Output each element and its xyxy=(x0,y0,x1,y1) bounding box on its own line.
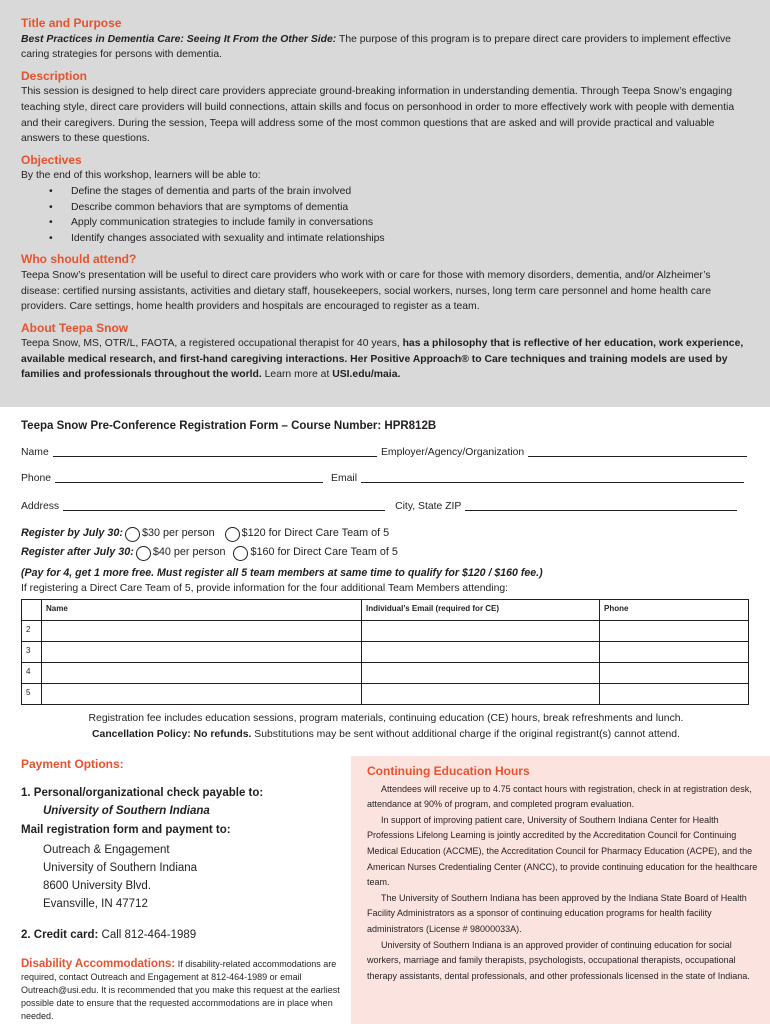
disability-heading: Disability Accommodations: xyxy=(21,957,176,970)
registration-form xyxy=(21,418,751,743)
member-phone-cell[interactable] xyxy=(600,641,749,662)
phone-row xyxy=(21,471,751,497)
purpose-text: The purpose of this program is to prepare direct care providers to implement effective caring strategies for persons with dementia. xyxy=(21,33,731,61)
row-number: 5 xyxy=(22,683,42,704)
description-text: This session is designed to help direct care providers appreciate ground-breaking information in understanding dementia. Through Teepa Snow’s engaging teaching style, direct care providers will build connections, attain skills and focus on personhood in order to more effectively work with people with dementia and their caregivers. During the session, Teepa will address some of the most common questions that are asked and will provide practical and valuable answers to these questions. xyxy=(21,86,735,145)
city-field[interactable] xyxy=(465,499,737,511)
objective-item: • Describe common behaviors that are symptoms of dementia xyxy=(49,200,748,216)
phone-label: Phone xyxy=(21,472,52,484)
about-text-b: has a philosophy that is reflective of her education, work experience, available medical research, and first-hand caregiving interactions. Her Positive Approach® to Care techniques and training models are used by families and professionals throughout the world. xyxy=(21,338,744,381)
about-text-c: Learn more at xyxy=(261,369,333,381)
about-text xyxy=(21,336,748,383)
objective-item: • Define the stages of dementia and parts of the brain involved xyxy=(49,184,748,200)
table-row xyxy=(22,662,749,683)
member-name-cell[interactable] xyxy=(42,641,362,662)
credit-label: 2. Credit card: xyxy=(21,928,99,941)
register-after-opt1: $40 per person xyxy=(152,546,226,559)
register-by-label: Register by July 30: xyxy=(21,527,124,540)
radio-register-after-team[interactable] xyxy=(233,546,248,561)
address-row xyxy=(21,499,751,525)
ce-paragraph: In support of improving patient care, University of Southern Indiana Center for Health Professions Lifelong Learning is jointly accredited by the Accreditation Council for Continuing Medical Education (ACCME), the Accreditation Council for Pharmacy Education (ACPE), and the American Nurses Credentialing Center (ANCC), to provide continuing education for the healthcare team. xyxy=(367,814,758,888)
form-title: Teepa Snow Pre-Conference Registration Form – Course Number: HPR812B xyxy=(21,420,437,432)
email-field[interactable] xyxy=(361,471,744,483)
member-name-cell[interactable] xyxy=(42,620,362,641)
address-label: Address xyxy=(21,500,60,512)
title-purpose-heading: Title and Purpose xyxy=(21,16,122,30)
table-row xyxy=(22,641,749,662)
title-purpose-text xyxy=(21,32,748,63)
who-heading: Who should attend? xyxy=(21,252,137,267)
register-by-opt1: $30 per person xyxy=(142,527,215,540)
header-email: Individual’s Email (required for CE) xyxy=(362,599,600,620)
row-number: 2 xyxy=(22,620,42,641)
name-label: Name xyxy=(21,446,49,458)
table-row xyxy=(22,620,749,641)
header-name: Name xyxy=(42,599,362,620)
continuing-education-panel xyxy=(351,756,770,1024)
objective-item: • Identify changes associated with sexuality and intimate relationships xyxy=(49,231,748,247)
register-after-label: Register after July 30: xyxy=(21,546,134,559)
email-label: Email xyxy=(331,472,358,484)
radio-register-after-person[interactable] xyxy=(136,546,151,561)
register-by-opt2: $120 for Direct Care Team of 5 xyxy=(241,527,390,540)
city-label: City, State ZIP xyxy=(395,500,462,512)
radio-register-by-person[interactable] xyxy=(125,527,140,542)
description-heading: Description xyxy=(21,68,88,83)
team-members-table xyxy=(21,599,749,705)
member-email-cell[interactable] xyxy=(362,620,600,641)
payment-options xyxy=(21,757,341,1023)
radio-register-by-team[interactable] xyxy=(225,527,240,542)
program-title: Best Practices in Dementia Care: Seeing It From the Other Side: xyxy=(21,33,337,45)
disability-text: If disability-related accommodations are required, contact Outreach and Engagement at 812-464-1989 or email Outreach@usi.edu. It is recommended that you make this request at the earliest possible date to ensure that the requested accommodations are in place when needed. xyxy=(21,958,340,1021)
mail-address-line: University of Southern Indiana xyxy=(43,861,198,874)
ce-paragraph: Attendees will receive up to 4.75 contact hours with registration, check in at registration desk, attendance at 90% of program, and completed program evaluation. xyxy=(367,783,752,810)
check-label: 1. Personal/organizational check payable to: xyxy=(21,786,264,799)
row-number: 3 xyxy=(22,641,42,662)
cancel-text: Substitutions may be sent without additional charge if the original registrant(s) cannot attend. xyxy=(251,728,680,740)
header-phone: Phone xyxy=(600,599,749,620)
ce-paragraph: University of Southern Indiana is an approved provider of continuing education for social workers, marriage and family therapists, psychologists, occupational therapists, occupational therapy assistants, dental professionals, and other professionals licensed in the state of Indiana. xyxy=(367,939,750,981)
credit-card-row xyxy=(21,927,341,944)
ce-paragraph: The University of Southern Indiana has been approved by the Indiana State Board of Health Facility Administrators as a sponsor of continuing education programs for health facility administrators (License # 98000033A). xyxy=(367,892,747,934)
cancel-policy xyxy=(21,727,751,743)
objectives-heading: Objectives xyxy=(21,152,82,167)
member-phone-cell[interactable] xyxy=(600,662,749,683)
table-corner xyxy=(22,599,42,620)
mail-label: Mail registration form and payment to: xyxy=(21,823,231,836)
maia-link[interactable]: USI.edu/maia. xyxy=(332,369,401,381)
cancel-bold: Cancellation Policy: No refunds. xyxy=(92,728,252,740)
row-number: 4 xyxy=(22,662,42,683)
who-text: Teepa Snow’s presentation will be useful to direct care providers who work with or care for those with memory disorders, dementia, and/or Alzheimer’s disease: certified nursing assistants, activities and dietary staff, housekeepers, social workers, nurses, long term care personnel and home health care providers. Care settings, home health providers and hospitals are encouraged to register as a team. xyxy=(21,269,711,313)
objective-item: • Apply communication strategies to include family in conversations xyxy=(49,215,748,231)
employer-field[interactable] xyxy=(528,445,747,457)
member-phone-cell[interactable] xyxy=(600,683,749,704)
table-header-row xyxy=(22,599,749,620)
phone-field[interactable] xyxy=(55,471,323,483)
mail-address-line: Outreach & Engagement xyxy=(43,843,170,856)
register-after-row xyxy=(21,544,751,563)
disability-notice xyxy=(21,958,341,1023)
fee-text: Registration fee includes education sessions, program materials, continuing education (CE) hours, break refreshments and lunch. xyxy=(88,712,684,724)
pay-note: (Pay for 4, get 1 more free. Must register all 5 team members at same time to qualify for $120 / $160 fee.) xyxy=(21,566,543,579)
program-info-panel xyxy=(0,0,770,407)
member-phone-cell[interactable] xyxy=(600,620,749,641)
objectives-intro: By the end of this workshop, learners will be able to: xyxy=(21,170,261,182)
about-heading: About Teepa Snow xyxy=(21,320,129,335)
address-field[interactable] xyxy=(63,499,385,511)
member-email-cell[interactable] xyxy=(362,662,600,683)
register-after-opt2: $160 for Direct Care Team of 5 xyxy=(250,546,398,559)
fee-notice xyxy=(21,711,751,743)
credit-text: Call 812-464-1989 xyxy=(98,928,197,941)
member-email-cell[interactable] xyxy=(362,683,600,704)
name-row xyxy=(21,445,751,471)
employer-label: Employer/Agency/Organization xyxy=(380,446,525,458)
member-name-cell[interactable] xyxy=(42,683,362,704)
payee: University of Southern Indiana xyxy=(43,804,210,817)
mail-address-line: 8600 University Blvd. xyxy=(43,879,152,892)
objectives-list xyxy=(49,184,748,246)
table-row xyxy=(22,683,749,704)
member-email-cell[interactable] xyxy=(362,641,600,662)
team-instructions: If registering a Direct Care Team of 5, provide information for the four additional Team Members attending: xyxy=(21,583,509,595)
mail-address-line: Evansville, IN 47712 xyxy=(43,897,148,910)
ce-heading: Continuing Education Hours xyxy=(367,764,530,778)
register-by-row xyxy=(21,525,751,544)
name-field[interactable] xyxy=(53,445,377,457)
member-name-cell[interactable] xyxy=(42,662,362,683)
about-text-a: Teepa Snow, MS, OTR/L, FAOTA, a registered occupational therapist for 40 years, xyxy=(21,338,403,350)
payment-heading: Payment Options: xyxy=(21,757,124,771)
